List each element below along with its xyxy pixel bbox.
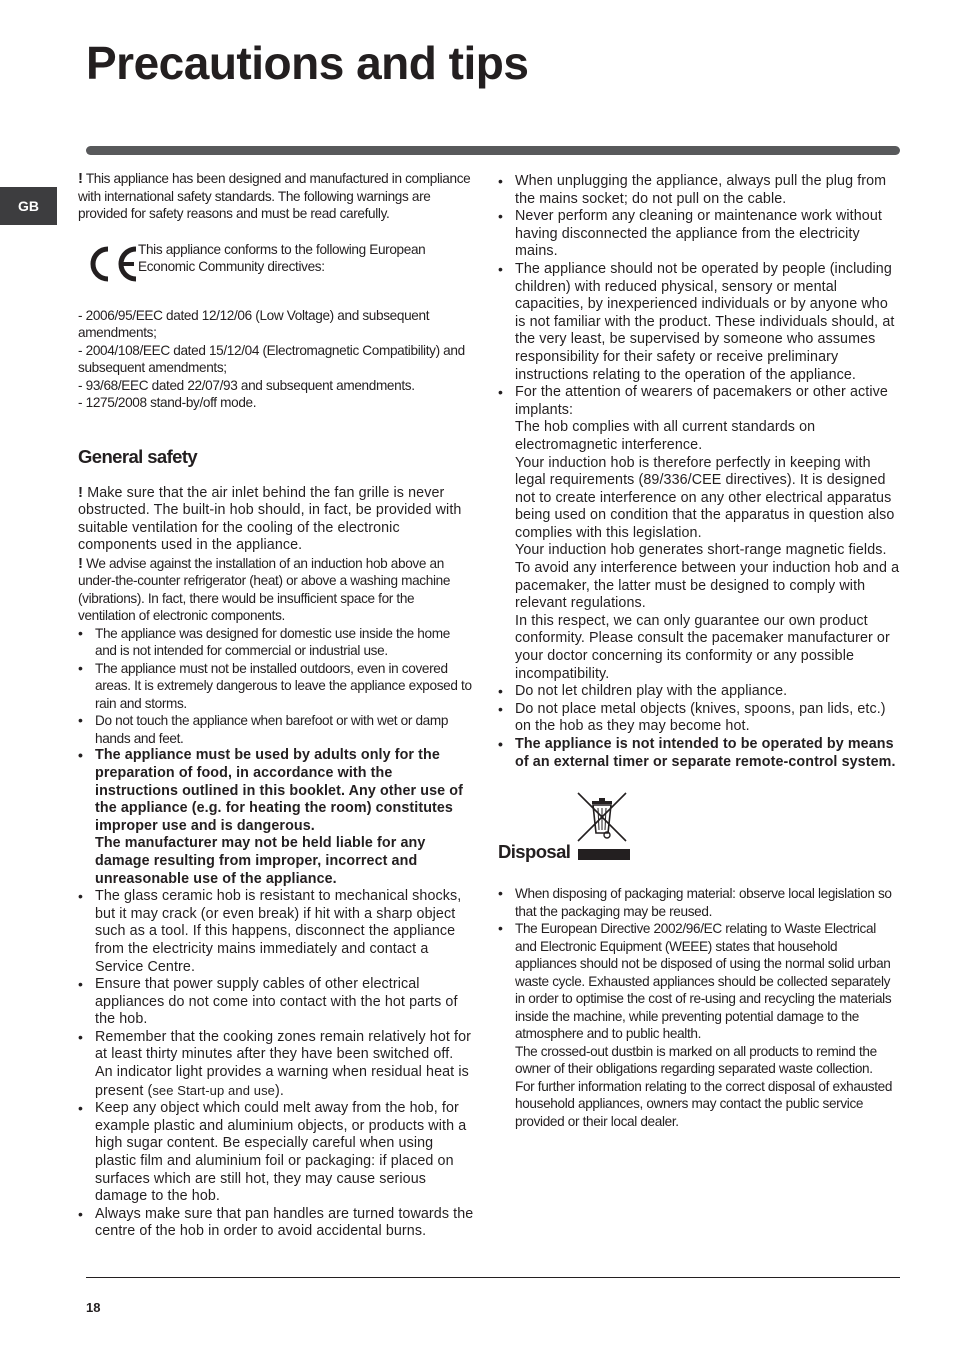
list-item (498, 920, 900, 1130)
left-column (78, 170, 474, 1241)
directive-4: - 1275/2008 stand-by/off mode. (78, 395, 257, 410)
list-item: • The appliance should not be operated by people (including children) with reduced physical, sensory or mental capacities, by inexperienced individuals or by anyone who is not familiar with the product. These individuals should, at the very least, be supervised by someone who assumes responsibility for their safety or receive preliminary instructions relating to the operation of the appliance. (498, 261, 900, 384)
list-item: • The glass ceramic hob is resistant to mechanical shocks, but it may crack (or even break) if hit with a sharp object such as a tool. If this happens, disconnect the appliance from the electricity mains immediately and contact a Service Centre. (78, 888, 474, 976)
pacemaker-lead: For the attention of wearers of pacemakers or other active implants: (515, 384, 888, 418)
pacemaker-para: Your induction hob is therefore perfectly in keeping with legal requirements (89/336/CEE directives). It is designed not to create interference on any other electrical apparatus being used on condition that the apparatus in question also complies with this legislation. (515, 454, 895, 541)
footer-rule (86, 1277, 900, 1278)
warning-mark: ! (78, 554, 83, 572)
list-item (78, 1029, 474, 1100)
list-item: • Always make sure that pan handles are turned towards the centre of the hob in order to avoid accidental burns. (78, 1206, 474, 1241)
language-tab: GB (0, 187, 57, 225)
general-safety-heading: General safety (78, 445, 198, 467)
intro-paragraph (78, 170, 474, 223)
pacemaker-para: In this respect, we can only guarantee our own product conformity. Please consult the pacemaker manufacturer or your doctor concerning its conformity or any possible incompatibility. (515, 612, 890, 682)
list-item: • The appliance must not be installed outdoors, even in covered areas. It is extremely dangerous to leave the appliance exposed to rain and storms. (78, 660, 474, 713)
safety-list-wide (78, 747, 474, 1241)
safety-list-right (498, 173, 900, 771)
warning-fan-grille (78, 484, 474, 555)
weee-bar (578, 849, 630, 860)
ce-mark-icon (84, 243, 140, 285)
pacemaker-para: To avoid any interference between your induction hob and a pacemaker, the latter must be designed to comply with relevant regulations. (515, 560, 900, 612)
list-item-bold (78, 747, 474, 888)
page-title: Precautions and tips (86, 37, 529, 89)
directive-2: - 2004/108/EEC dated 15/12/04 (Electromagnetic Compatibility) and subsequent amendments; (78, 342, 465, 375)
bold-text-2: The manufacturer may not be held liable for any damage resulting from improper, incorrect and unreasonable use of the appliance. (95, 835, 426, 887)
warning-mark: ! (78, 170, 83, 187)
ce-conformity (78, 241, 474, 285)
weee-para-3: For further information relating to the correct disposal of exhausted household appliances, owners may contact the public service provided or their local dealer. (515, 1078, 893, 1129)
pacemaker-para: The hob complies with all current standards on electromagnetic interference. (515, 419, 816, 453)
intro-text: This appliance has been designed and manufactured in compliance with international safety standards. The following warnings are provided for safety reasons and must be read carefully. (78, 171, 471, 221)
list-item: • Never perform any cleaning or maintenance work without having disconnected the appliance from the electricity mains. (498, 208, 900, 261)
warning-installation-text: We advise against the installation of an induction hob above an under-the-counter refrigerator (heat) or above a washing machine (vibrations). In fact, there would be insufficient space for the ventilation of electronic components. (78, 555, 451, 624)
crossed-bin-icon (574, 789, 630, 845)
residual-heat-end: ). (275, 1082, 284, 1099)
residual-heat-text: Remember that the cooking zones remain relatively hot for at least thirty minutes after they have been switched off. An indicator light provides a warning when residual heat is present ( (95, 1028, 472, 1099)
weee-symbol (574, 789, 630, 863)
disposal-heading: Disposal (498, 841, 571, 863)
warning-fan-grille-text: Make sure that the air inlet behind the fan grille is never obstructed. The built-in hob should, in fact, be provided with suitable ventilation for the cooling of the electronic components used in the appliance. (78, 484, 462, 554)
safety-list-narrow (78, 625, 474, 748)
directive-3: - 93/68/EEC dated 22/07/93 and subsequent amendments. (78, 377, 415, 393)
weee-para-2: The crossed-out dustbin is marked on all products to remind the owner of their obligations regarding separated waste collection. (515, 1043, 877, 1077)
list-item-pacemaker (498, 384, 900, 683)
list-item-bold: • The appliance is not intended to be operated by means of an external timer or separate remote-control system. (498, 736, 900, 771)
section-reference: see Start-up and use (152, 1082, 276, 1098)
bold-text-1: The appliance must be used by adults only for the preparation of food, in accordance with the instructions outlined in this booklet. Any other use of the appliance (e.g. for heating the room) constitutes improper use and is dangerous. (95, 747, 463, 834)
list-item: • Do not let children play with the appliance. (498, 683, 900, 701)
list-item: • When unplugging the appliance, always pull the plug from the mains socket; do not pull on the cable. (498, 173, 900, 208)
pacemaker-para: Your induction hob generates short-range magnetic fields. (515, 542, 887, 559)
page-number: 18 (86, 1300, 101, 1315)
list-item: • Keep any object which could melt away from the hob, for example plastic and aluminium objects, or products with a high sugar content. Be especially careful when using plastic film and aluminium foil or packaging: if placed on surfaces which are still hot, they may cause serious damage to the hob. (78, 1100, 474, 1206)
disposal-list (498, 885, 900, 1130)
list-item: • Ensure that power supply cables of other electrical appliances do not come into contact with the hot parts of the hob. (78, 976, 474, 1029)
warning-mark: ! (78, 483, 84, 501)
warning-installation (78, 555, 474, 625)
right-column (498, 173, 900, 1130)
ce-text: This appliance conforms to the following European Economic Community directives: (138, 241, 426, 274)
list-item: • The appliance was designed for domestic use inside the home and is not intended for commercial or industrial use. (78, 625, 474, 660)
list-item: • When disposing of packaging material: observe local legislation so that the packaging may be reused. (498, 885, 900, 920)
header-rule (86, 146, 900, 155)
directive-1: - 2006/95/EEC dated 12/12/06 (Low Voltage) and subsequent amendments; (78, 307, 430, 340)
list-item: • Do not touch the appliance when barefoot or with wet or damp hands and feet. (78, 712, 474, 747)
weee-text: The European Directive 2002/96/EC relating to Waste Electrical and Electronic Equipment (WEEE) states that household appliances should not be disposed of using the normal solid urban waste cycle. Exhausted appliances should be collected separately in order to optimise the cost of re-using and recycling the materials inside the machine, while preventing potential damage to the atmosphere and to public health. (515, 921, 892, 1042)
list-item: • Do not place metal objects (knives, spoons, pan lids, etc.) on the hob as they may become hot. (498, 701, 900, 736)
disposal-header (498, 789, 900, 863)
